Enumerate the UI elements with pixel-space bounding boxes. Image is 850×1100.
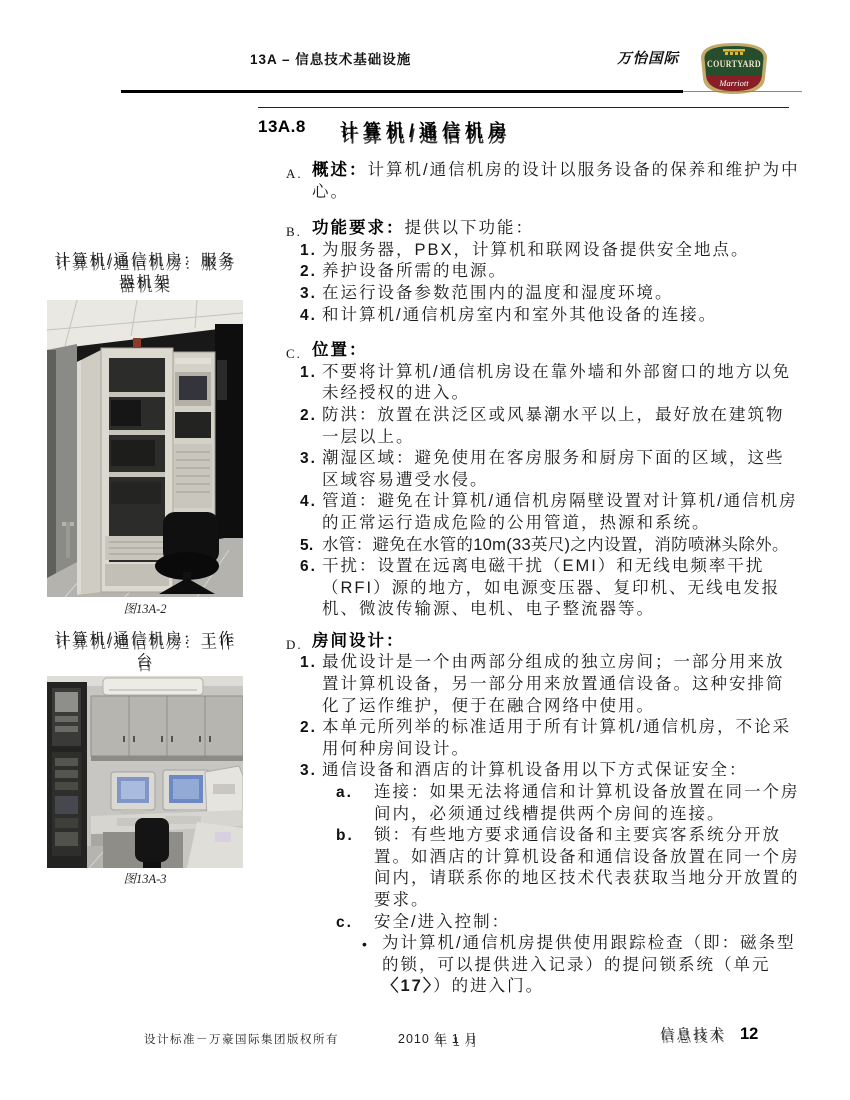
header-rule-thin	[683, 91, 802, 92]
item-marker: 3.	[300, 284, 317, 302]
sub-list-item	[258, 782, 800, 825]
item-b-functions	[258, 218, 800, 240]
sub-list-item	[258, 825, 800, 911]
main-content	[258, 107, 800, 998]
item-marker: 1.	[300, 363, 317, 381]
item-marker: 4.	[300, 306, 317, 324]
item-d-room-design	[258, 631, 800, 653]
courtyard-marriott-logo-icon	[698, 41, 770, 96]
item-marker: b.	[336, 827, 354, 845]
footer-date	[398, 1029, 478, 1047]
item-marker: 2.	[300, 263, 317, 281]
figure-label-13a2: 图13A-2	[123, 602, 167, 616]
figure-label-13a3: 图13A-3	[123, 872, 167, 886]
list-item	[258, 760, 800, 782]
item-lead: 房间设计：	[312, 631, 405, 650]
item-text: 防洪：放置在洪泛区或风暴潮水平以上，最好放在建筑物一层以上。	[322, 405, 785, 446]
list-item	[258, 240, 800, 262]
item-text: 通信设备和酒店的计算机设备用以下方式保证安全：	[322, 761, 748, 780]
list-item	[258, 362, 800, 405]
item-lead: 位置：	[312, 341, 368, 360]
item-text: 提供以下功能：	[404, 219, 534, 238]
list-item	[258, 535, 800, 557]
item-marker: 1.	[300, 654, 317, 672]
footer-page-number: 12	[740, 1025, 759, 1043]
server-rack-photo	[47, 300, 243, 597]
item-lead: 概述：	[312, 161, 368, 179]
item-marker: 3.	[300, 762, 317, 780]
item-text: 干扰：设置在远离电磁干扰（EMI）和无线电频率干扰（RFI）源的地方，如电源变压器、复印机、无线电发报机、微波传输源、电机、电子整流器等。	[322, 557, 781, 619]
figure-caption-server-rack: 计算机/通信机房：服务 器机架	[54, 252, 236, 291]
item-marker: 6.	[300, 558, 317, 576]
item-text: 不要将计算机/通信机房设在靠外墙和外部窗口的地方以免未经授权的进入。	[322, 362, 792, 403]
bullet-item	[258, 933, 800, 998]
item-text: 潮湿区域：避免使用在客房服务和厨房下面的区域，这些区域容易遭受水侵。	[322, 449, 785, 489]
footer-chapter-label: 信息技术	[660, 1026, 726, 1042]
header-brand-name: 万怡国际	[617, 51, 679, 67]
list-item	[258, 305, 800, 327]
footer-date-year: 2010	[398, 1032, 430, 1046]
content-top-rule	[258, 107, 789, 108]
item-marker: D.	[286, 636, 303, 652]
list-item	[258, 556, 800, 621]
item-marker: 2.	[300, 719, 317, 737]
item-a-overview	[258, 160, 800, 203]
item-text: 连接：如果无法将通信和计算机设备放置在同一个房间内，必须通过线槽提供两个房间的连接。	[374, 783, 800, 823]
list-item	[258, 652, 800, 717]
section-heading	[258, 117, 800, 143]
bullet-icon: •	[362, 936, 369, 953]
list-item	[258, 491, 800, 534]
item-marker: a.	[336, 784, 353, 802]
item-lead: 功能要求：	[312, 219, 405, 238]
item-text: 为计算机/通信机房提供使用跟踪检查（即：磁条型的锁，可以提供进入记录）的提问锁系统（单元	[382, 934, 796, 974]
item-marker: 1.	[300, 241, 317, 259]
item-text: 在运行设备参数范围内的温度和湿度环境。	[322, 283, 674, 302]
item-text: 管道：避免在计算机/通信机房隔壁设置对计算机/通信机房的正常运行造成危险的公用管道，热源和系统。	[322, 492, 798, 532]
sub-list-item	[258, 912, 800, 934]
item-marker: 3.	[300, 450, 317, 468]
footer-date-suffix: 年 1 月	[433, 1032, 478, 1046]
list-item	[258, 283, 800, 305]
workstation-photo	[47, 676, 243, 868]
item-marker: c.	[336, 913, 353, 931]
item-text: 最优设计是一个由两部分组成的独立房间；一部分用来放置计算机设备，另一部分用来放置通信设备。这种安排简化了运作维护，便于在融合网络中使用。	[322, 653, 785, 715]
footer-copyright: 设计标准－万豪国际集团版权所有	[144, 1034, 339, 1046]
logo-courtyard-text: COURTYARD	[707, 59, 762, 69]
section-number: 13A.8	[258, 117, 306, 136]
item-text: 水管：避免在水管的10m(33英尺)之内设置，消防喷淋头除外。	[322, 535, 789, 554]
item-text: ）的进入门。	[433, 977, 545, 996]
item-text: 安全/进入控制：	[374, 912, 511, 931]
list-item	[258, 261, 800, 283]
logo-marriott-text: Marriott	[719, 78, 749, 88]
item-marker: C.	[286, 346, 302, 362]
item-text: 本单元所列举的标准适用于所有计算机/通信机房，不论采用何种房间设计。	[322, 718, 792, 758]
header-rule-thick	[121, 90, 683, 93]
header-chapter-title: 13A – 信息技术基础设施	[250, 52, 412, 67]
list-item	[258, 448, 800, 491]
list-item	[258, 405, 800, 448]
item-marker: A.	[286, 166, 303, 181]
list-item	[258, 717, 800, 760]
unit-reference: 〈17〉	[382, 977, 434, 996]
item-text: 和计算机/通信机房室内和室外其他设备的连接。	[322, 305, 718, 324]
item-marker: 4.	[300, 493, 317, 511]
item-text: 锁：有些地方要求通信设备和主要宾客系统分开放置。如酒店的计算机设备和通信设备放置在同一个房间内，请联系你的地区技术代表获取当地分开放置的要求。	[374, 826, 800, 909]
item-marker: 5.	[300, 536, 314, 554]
footer-page-info	[660, 1024, 758, 1044]
item-text: 养护设备所需的电源。	[322, 262, 507, 281]
item-marker: 2.	[300, 406, 317, 424]
item-text: 计算机/通信机房的设计以服务设备的保养和维护为中心。	[312, 161, 800, 201]
section-title: 计算机/通信机房	[339, 121, 511, 141]
item-marker: B.	[286, 224, 302, 240]
figure-caption-workstation: 计算机/通信机房：工作 台	[54, 631, 236, 670]
item-c-location	[258, 340, 800, 362]
item-text: 为服务器，PBX，计算机和联网设备提供安全地点。	[322, 240, 750, 259]
